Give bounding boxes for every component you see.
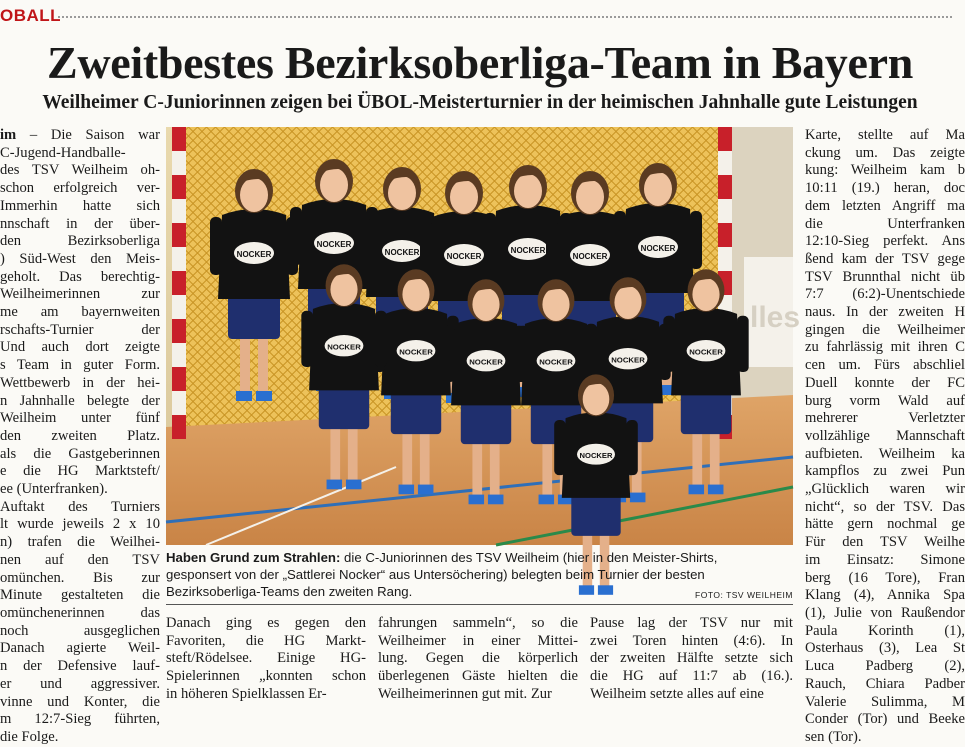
text-line: ee (Unterfranken).	[0, 481, 108, 498]
text-line: mehrerer Verletzter	[805, 410, 965, 427]
text-line: nen auf den TSV	[0, 551, 160, 568]
text-line: 12:10-Sieg perfekt. Ans	[805, 233, 965, 250]
article-column-bottom-2	[378, 615, 578, 703]
text-line: naus. In der zweiten H	[805, 304, 965, 321]
team-photo-illustration	[166, 127, 801, 545]
text-line: s Team in guter Form.	[0, 357, 160, 374]
text-line: n) trafen die Weilhei-	[0, 534, 160, 551]
svg-text:NOCKER: NOCKER	[611, 355, 645, 365]
text-line: kung: Weilheim kam b	[805, 162, 965, 179]
text-line: Conder (Tor) und Beeke	[805, 711, 965, 728]
article-headline: Zweitbestes Bezirksoberliga-Team in Bayern	[46, 37, 913, 88]
text-line: Karte, stellte auf Ma	[805, 127, 965, 143]
text-line: Paula Korinth (1),	[805, 622, 965, 639]
text-line: Weilheim unter fünf	[0, 410, 160, 427]
text-line: fahrungen sammeln“, so die	[378, 615, 578, 631]
text-line: Weilheimerinnen zur	[0, 286, 160, 303]
text-line: zu fahrlässig mit ihren C	[805, 339, 965, 356]
text-line: „Glücklich waren wir	[805, 481, 965, 498]
svg-text:NOCKER: NOCKER	[510, 246, 546, 255]
text-line: als die Gastgeberinnen	[0, 445, 160, 462]
text-line: geholt. Das berechtig-	[0, 268, 160, 285]
text-line: berg (16 Tore), Fran	[805, 569, 965, 586]
text-line: rschafts-Turnier der	[0, 321, 160, 338]
article-column-bottom-1	[166, 615, 366, 703]
text-line: nnschaft in der über-	[0, 215, 160, 232]
caption-text-1: die C-Juniorinnen des TSV Weilheim (hier in den Meister-Shirts,	[340, 550, 718, 565]
text-line: die Unterfranken	[805, 215, 965, 232]
text-line: zwei Toren hinten (4:6). In	[590, 632, 793, 649]
text-line: omünchenerinnen das	[0, 604, 160, 621]
text-line: Rauch, Chiara Padber	[805, 675, 965, 692]
svg-text:NOCKER: NOCKER	[539, 357, 573, 367]
article-column-bottom-3	[590, 615, 793, 703]
article-subheadline: Weilheimer C-Juniorinnen zeigen bei ÜBOL-Meisterturnier in der heimischen Jahnhalle gute Leistungen	[42, 92, 918, 113]
section-divider	[58, 16, 952, 18]
photo-credit: FOTO: TSV WEILHEIM	[695, 590, 793, 600]
text-line: sen (Tor).	[805, 728, 862, 745]
text-line: Danach ging es gegen den	[166, 615, 366, 631]
text-line: Auftakt des Turniers	[0, 498, 160, 515]
text-line: den zweiten Platz.	[0, 427, 160, 444]
svg-text:NOCKER: NOCKER	[399, 347, 433, 357]
svg-text:NOCKER: NOCKER	[236, 250, 272, 259]
text-line: ckung um. Das zeigte	[805, 144, 965, 161]
text-line: schon erfolgreich ver-	[0, 180, 160, 197]
text-line: die HG auf 11:7 ab (16.).	[590, 668, 793, 685]
text-line: TSV Brunnthal nicht üb	[805, 268, 965, 285]
text-line: im Einsatz: Simone	[805, 551, 965, 568]
text-line: Minute gestalteten die	[0, 587, 160, 604]
goal-post-left	[172, 127, 186, 439]
text-line: Valerie Sulimma, M	[805, 693, 965, 710]
text-line: noch ausgeglichen	[0, 622, 160, 639]
text-line: lt wurde jeweils 2 x 10	[0, 516, 160, 533]
text-line: dem letzten Angriff ma	[805, 197, 965, 214]
article-column-left	[0, 127, 160, 745]
svg-text:NOCKER: NOCKER	[384, 248, 420, 257]
svg-text:NOCKER: NOCKER	[572, 252, 608, 261]
text-line: Weilheimer in einer Mittei-	[378, 632, 578, 649]
text-line: cen um. Fürs abschliel	[805, 357, 965, 374]
svg-text:NOCKER: NOCKER	[689, 347, 723, 357]
text-line: im – Die Saison war	[0, 127, 160, 143]
text-line: Danach agierte Weil-	[0, 640, 160, 657]
text-line: hätte gern nochmal ge	[805, 516, 965, 533]
caption-divider	[166, 604, 793, 605]
svg-text:NOCKER: NOCKER	[316, 240, 352, 249]
svg-text:lles: lles	[750, 301, 801, 334]
text-line: burg vorm Wald auf	[805, 392, 965, 409]
text-line: die Folge.	[0, 728, 59, 745]
text-line: in höheren Spielklassen Er-	[166, 685, 327, 702]
svg-text:NOCKER: NOCKER	[640, 244, 676, 253]
text-line: 10:11 (19.) heran, doc	[805, 180, 965, 197]
text-line: Weilheim setzte alles auf eine	[590, 685, 764, 702]
text-line: C-Jugend-Handballe-	[0, 144, 126, 161]
svg-text:NOCKER: NOCKER	[327, 342, 361, 352]
text-line: Für den TSV Weilhe	[805, 534, 965, 551]
text-line: Wettbewerb in der hei-	[0, 374, 160, 391]
text-line: n der Defensive lauf-	[0, 658, 160, 675]
text-line: 7:7 (6:2)-Unentschiede	[805, 286, 965, 303]
text-line: Immerhin hatte sich	[0, 197, 160, 214]
article-column-right	[805, 127, 965, 745]
caption-text-2: gesponsert von der „Sattlerei Nocker“ aus Untersöchering) belegten beim Turnier der besten	[166, 567, 705, 582]
text-line: steft/Rödelsee. Einige HG-	[166, 650, 366, 667]
text-line: ) Süd-West den Meis-	[0, 250, 160, 267]
text-line: n Jahnhalle belegte der	[0, 392, 160, 409]
text-line: me am bayernweiten	[0, 304, 160, 321]
text-line: der zweiten Hälfte setzte sich	[590, 650, 793, 667]
text-line: aufbieten. Weilheim ka	[805, 445, 965, 462]
text-line: kampflos zu zwei Pun	[805, 463, 965, 480]
text-line: Und auch dort zeigte	[0, 339, 160, 356]
text-line: vollzählige Mannschaft	[805, 427, 965, 444]
svg-text:NOCKER: NOCKER	[446, 252, 482, 261]
svg-text:NOCKER: NOCKER	[579, 451, 613, 460]
text-line: überlegenen Gäste hielten die	[378, 668, 578, 685]
team-photo	[166, 127, 801, 545]
text-line: Pause lag der TSV nur mit	[590, 615, 793, 631]
text-line: Duell konnte der FC	[805, 374, 965, 391]
text-line: des TSV Weilheim oh-	[0, 162, 160, 179]
text-line: den Bezirksoberliga	[0, 233, 160, 250]
text-line: Weilheimerinnen gut mit. Zur	[378, 685, 552, 702]
text-line: nicht“, so der TSV. Das	[805, 498, 965, 515]
text-line: Favoriten, die HG Markt-	[166, 632, 366, 649]
svg-text:NOCKER: NOCKER	[469, 357, 503, 367]
text-line: omünchen. Bis zur	[0, 569, 160, 586]
text-line: e die HG Marktsteft/	[0, 463, 160, 480]
text-line: ßend kam der TSV gege	[805, 250, 965, 267]
section-label: OBALL	[0, 6, 62, 25]
text-line: Osterhaus (3), Lea St	[805, 640, 965, 657]
text-line: Spielerinnen „konnten schon	[166, 668, 366, 685]
photo-caption	[166, 549, 793, 604]
caption-text-3: Bezirksoberliga-Teams den zweiten Rang.	[166, 584, 413, 599]
caption-lead: Haben Grund zum Strahlen:	[166, 550, 341, 565]
text-line: Klang (4), Annika Spa	[805, 587, 965, 604]
text-line: (1), Julie von Raußendor	[805, 604, 965, 621]
text-line: vinne und Konter, die	[0, 693, 160, 710]
text-line: Luca Padberg (2),	[805, 658, 965, 675]
text-line: lung. Gegen die körperlich	[378, 650, 578, 667]
text-line: m 12:7-Sieg führten,	[0, 711, 160, 728]
text-line: er und aggressiver.	[0, 675, 160, 692]
text-line: gingen die Weilheimer	[805, 321, 965, 338]
